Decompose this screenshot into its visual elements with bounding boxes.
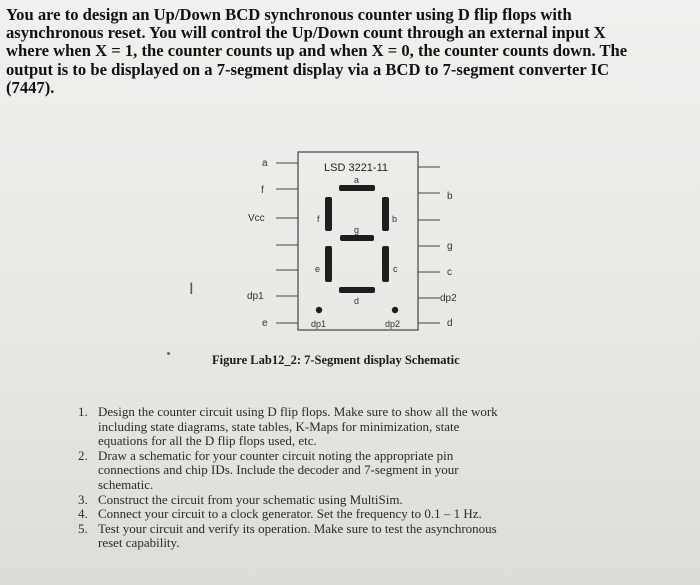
chip-name: LSD 3221-11 xyxy=(324,162,389,174)
task-item-5 xyxy=(72,522,652,551)
segment-b xyxy=(382,197,389,231)
segment-g xyxy=(340,235,374,241)
pin-label-a: a xyxy=(262,158,268,169)
segment-label-b: b xyxy=(392,214,398,224)
task-number: 5. xyxy=(78,520,88,536)
left-pin-lines xyxy=(276,163,298,323)
task-line: connections and chip IDs. Include the decoder and 7-segment in your xyxy=(98,462,459,478)
task-line: Test your circuit and verify its operation. Make sure to test the asynchronous xyxy=(98,520,497,536)
task-line: including state diagrams, state tables, K-Maps for minimization, state xyxy=(98,418,460,434)
pin-label-d: d xyxy=(447,318,453,329)
task-number: 2. xyxy=(78,447,88,463)
segment-e xyxy=(325,246,332,282)
pin-label-e: e xyxy=(262,318,268,329)
dp1-label: dp1 xyxy=(311,319,327,329)
decimal-point-1 xyxy=(316,307,322,313)
task-line: reset capability. xyxy=(98,535,180,551)
segment-label-f: f xyxy=(317,214,320,224)
intro-line-4: output is to be displayed on a 7-segment display via a BCD to 7-segment converter IC xyxy=(6,59,610,79)
right-pin-lines xyxy=(418,167,440,323)
task-item-2 xyxy=(72,449,652,493)
segment-a xyxy=(339,185,375,191)
segment-c xyxy=(382,246,389,282)
bullet-dot xyxy=(167,352,170,355)
segment-f xyxy=(325,197,332,231)
intro-line-5: (7447). xyxy=(6,77,55,97)
pin-label-vcc: Vcc xyxy=(248,213,265,224)
task-item-4 xyxy=(72,507,652,522)
task-number: 4. xyxy=(78,506,88,522)
task-line: schematic. xyxy=(98,476,154,492)
task-number: 3. xyxy=(78,491,88,507)
pin-label-c: c xyxy=(447,267,452,278)
intro-line-1: You are to design an Up/Down BCD synchronous counter using D flip flops with xyxy=(6,5,572,24)
task-line: Draw a schematic for your counter circuit noting the appropriate pin xyxy=(98,447,454,463)
pin-label-g: g xyxy=(447,241,453,252)
segment-label-e: e xyxy=(315,264,321,274)
pin-label-b: b xyxy=(447,191,453,202)
intro-line-2: asynchronous reset. You will control the Up/Down count through an external input X xyxy=(6,23,606,43)
task-line: Connect your circuit to a clock generator. Set the frequency to 0.1 – 1 Hz. xyxy=(98,506,482,522)
segment-label-g: g xyxy=(354,225,360,235)
task-number: 1. xyxy=(78,404,88,419)
task-line: Construct the circuit from your schematic using MultiSim. xyxy=(98,491,403,507)
figure-caption: Figure Lab12_2: 7-Segment display Schematic xyxy=(212,353,460,367)
task-line: Design the counter circuit using D flip flops. Make sure to show all the work xyxy=(98,404,498,419)
task-item-3 xyxy=(72,493,652,508)
segment-label-d: d xyxy=(354,296,360,306)
pin-label-dp2: dp2 xyxy=(440,293,457,304)
task-item-1 xyxy=(72,405,652,449)
segment-d xyxy=(339,287,375,293)
decimal-point-2 xyxy=(392,307,398,313)
text-cursor-icon: I xyxy=(189,279,194,298)
intro-line-3: where when X = 1, the counter counts up and when X = 0, the counter counts down. The xyxy=(6,41,628,61)
pin-label-dp1: dp1 xyxy=(247,291,264,302)
seven-segment-digit xyxy=(316,185,398,313)
pin-label-f: f xyxy=(261,185,264,196)
task-line: equations for all the D flip flops used, etc. xyxy=(98,433,317,449)
dp2-label: dp2 xyxy=(385,319,401,329)
segment-label-c: c xyxy=(393,264,398,274)
segment-label-a: a xyxy=(354,175,360,185)
task-list xyxy=(72,405,652,551)
